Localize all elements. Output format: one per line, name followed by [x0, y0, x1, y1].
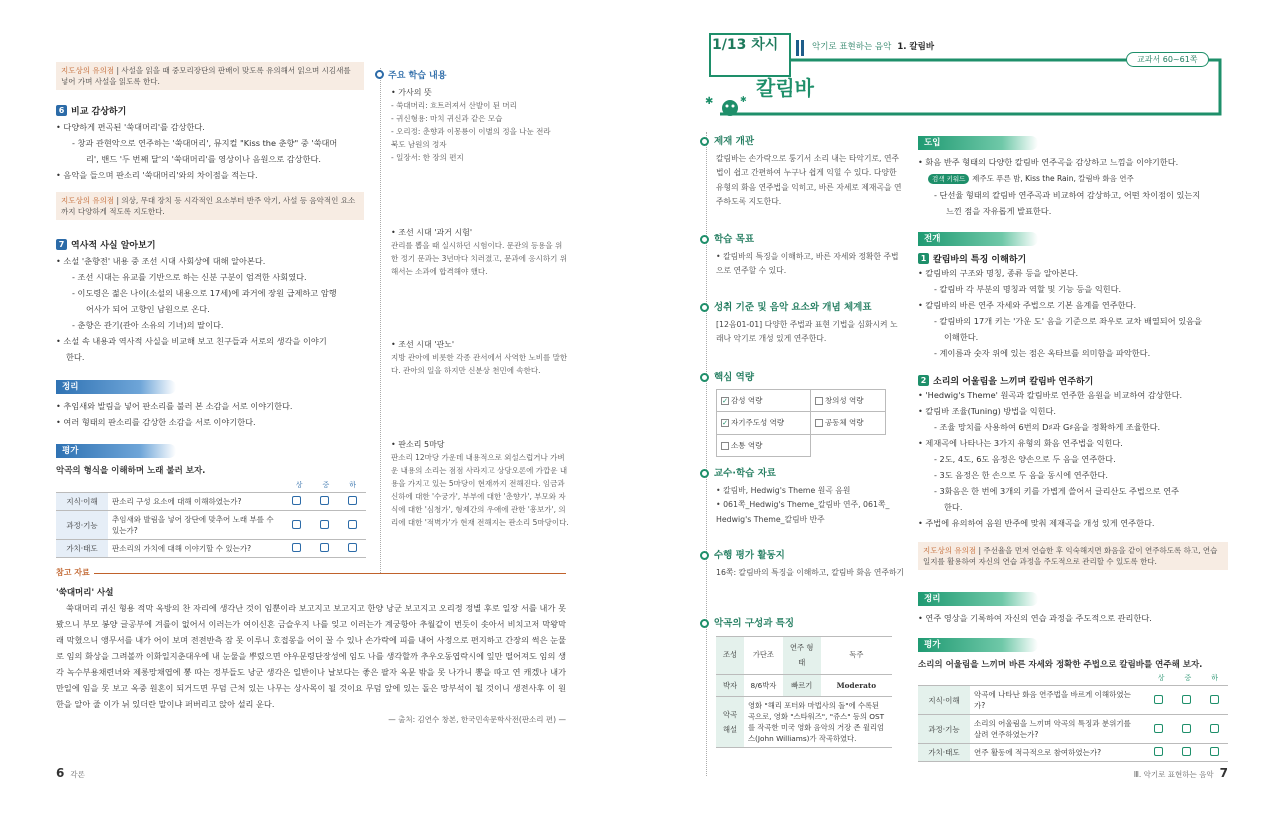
- intro-label: 도입: [918, 136, 1038, 150]
- eval-check[interactable]: [1182, 695, 1191, 704]
- eval-check[interactable]: [348, 520, 357, 529]
- standard-section: 성취 기준 및 음악 요소와 개념 체계표 [12음01-01] 다양한 주법과 표현 기법을 심화시켜 노래나 악기로 개성 있게 연주한다.: [700, 300, 905, 347]
- goal-section: 학습 목표 • 칼림바의 특징을 이해하고, 바른 자세와 정확한 주법으로 연주할 수 있다.: [700, 232, 905, 279]
- performance-section: 수행 평가 활동지 16쪽: 칼림바의 특징을 이해하고, 칼림바 화음 연주하기: [700, 548, 905, 580]
- eval-check[interactable]: [1210, 747, 1219, 756]
- eval-title-right: 소리의 어울림을 느끼며 바른 자세와 정확한 주법으로 칼림바를 연주해 보자.: [918, 660, 1203, 670]
- eval-check[interactable]: [1154, 724, 1163, 733]
- eval-check[interactable]: [1154, 747, 1163, 756]
- svg-text:✱: ✱: [705, 96, 714, 107]
- summary-text: • 추임새와 발림을 넣어 판소리를 불러 본 소감을 서로 이야기한다. • 여러 형태의 판소리를 감상한 소감을 서로 이야기한다.: [56, 401, 293, 427]
- development-label: 전개: [918, 232, 1038, 246]
- tip-box-2: 지도상의 유의점 | 의상, 무대 장치 등 시각적인 요소부터 반주 악기, 사설 등 음악적인 요소까지 다양하게 적도록 지도한다.: [56, 192, 364, 220]
- unit-title: 악기로 표현하는 음악 1. 칼림바: [812, 42, 935, 52]
- eval-check[interactable]: [1182, 747, 1191, 756]
- dev-step-2: 2 소리의 어울림을 느끼며 칼림바 연주하기 • 'Hedwig's Theme' 원곡과 칼림바로 연주한 음원을 비교하여 감상한다. • 칼림바 조율(Tuning) 방법을 익힌다. - 조율 망치를 사용하여 6번의 D♯과 G♯음을 정확하게 조율한다. • 제재곡에 나타나는 3가지 유형의 화음 연주법을 익힌다. - 2도, 4도, 6도 음정은 양손으로 두 음을 연주한다. - 3도 음정은 한 손으로 두 음을 동시에 연주한다. - 3화음은 한 번에 3개의 키를 가볍게 쓸어서 글리산도 주법으로 연주 한다. • 주법에 유의하여 음원 반주에 맞춰 제재곡을 개성 있게 연주한다.: [918, 376, 1183, 528]
- eval-check[interactable]: [320, 543, 329, 552]
- eval-label-right: 평가: [918, 638, 1038, 652]
- eval-check[interactable]: [292, 520, 301, 529]
- eval-check[interactable]: [1154, 695, 1163, 704]
- eval-check[interactable]: [320, 496, 329, 505]
- eval-check[interactable]: [320, 520, 329, 529]
- summary-label-right: 정리: [918, 592, 1038, 606]
- summary-label: 정리: [56, 380, 176, 394]
- eval-table-right: 상 중 하 지식·이해 악곡에 나타난 화음 연주법을 바르게 이해하였는가? 과정·기능 소리의 어울림을 느끼며 악곡의 특징과 분위기를 살려 연주하였는가? 가치·태도 연주 활동에 적극적으로 참여하였는가?: [918, 673, 1228, 762]
- section-history: 7 역사적 사실 알아보기 • 소설 '춘향전' 내용 중 조선 시대 사회상에 대해 알아본다. - 조선 시대는 유교를 기반으로 하는 신분 구분이 엄격한 사회였다. - 이도령은 젊은 나이(소설의 내용으로 17세)에 과거에 장원 급제하고 암행 어사가 되어 고향인 남원으로 온다. - 춘향은 관기(관아 소유의 기녀)의 딸이다. • 소설 속 내용과 역사적 사실을 비교해 보고 친구들과 서로의 생각을 이야기 한다.: [56, 240, 337, 362]
- page-title: 칼림바: [756, 76, 814, 100]
- reference-box: 참고 자료 '쑥대머리' 사설 쑥대머리 귀신 형용 적막 옥방의 찬 자리에 생각난 것이 임뿐이라 보고지고 보고지고 한양 낭군 보고지고 오리정 정별 후로 일장 서를 내가 못 봤으니 부모 봉양 글공부에 겨를이 없어서 이러는가 여이신혼 금슬우지 나를 잊고 이러는가 계궁항아 추월같이 번듯이 솟아서 비치고저 막왕막래 막혔으니 앵무서를 내가 어이 보며 전전반측 잠 못 이루니 호접몽을 어이 꿀 수 있나 손가락에 피를 내어 사정으로 편지하고 간장의 썩은 눈물로 임의 화상을 그려볼까 이화일지춘대우에 내 눈물을 뿌렸으면 야우문령단장성에 임도 나를 생각할까 추우오동엽락시에 잎만 떨어져도 임의 생각 녹수부용채련녀와 제롱망채엽에 뽕 따는 정부들도 낭군 생각은 일반이나 날보다는 좋은 팔자 옥문 밖을 못 나가니 뽕을 따고 연 캐겠나 내가 만일에 임을 못 보고 옥중 원혼이 되거드면 무덤 근처 있는 나무는 상사목이 될 것이요 무덤 앞에 있는 돌은 망부석이 될 것이니 생전사후 이 원한을 알아 줄 이가 뉘 있더란 말이냐 퍼버리고 앉아 설리 운다. — 출처: 김연수 창본, 한국민속문학사전(판소리 편) —: [56, 568, 566, 724]
- tip-box-right: 지도상의 유의점 | 주선율을 먼저 연습한 후 익숙해지면 화음을 같이 연주하도록 하고, 연습 일지를 활용하여 자신의 연습 과정을 주도적으로 관리할 수 있도록 한다.: [918, 542, 1228, 570]
- eval-check[interactable]: [292, 496, 301, 505]
- page-number-left: 6 각론: [56, 766, 85, 780]
- piece-section: 악곡의 구성과 특징 조성 가단조 연주 형태 독주 박자 8/6박자 빠르기 Moderato 악곡 해설 영화 "해리 포터와 마법사의 돌"에 수록된 곡으로, 영화 "스타워즈", "쥬스" 등의 OST를 작곡한 미국 영화 음악의 거장 존 윌리엄스(John Williams)가 작곡하였다.: [700, 616, 905, 748]
- intro-text: • 화음 반주 형태의 다양한 칼림바 연주곡을 감상하고 느낌을 이야기한다. 검색 키워드 제주도 푸른 밤, Kiss the Rain, 칼림바 화음 연주 - 단선율 형태의 칼림바 연주곡과 비교하여 감상하고, 어떤 차이점이 있는지 느낀 점을 자유롭게 발표한다.: [918, 157, 1201, 216]
- tip-box-1: 지도상의 유의점 | 사설을 읽을 때 중모리장단의 판배이 맞도록 유의해서 읽으며 시김새를 넣어 가며 사설을 읽도록 한다.: [56, 62, 364, 90]
- sidebar-left: 주요 학습 내용 • 가사의 뜻 - 쑥대머리: 흐트러져서 산발이 된 머리 - 귀신형용: 마치 귀신과 같은 모습 - 오리정: 춘향과 이몽룡이 이별의 정을 나눈 전라 북도 남원의 정자 - 일장서: 한 장의 편지 • 조선 시대 '과거 시험' 관리를 뽑을 때 실시하던 시험이다. 문관의 등용을 위한 정기 문과는 3년마다 치러졌고, 문과에 응시하기 위해서는 소과에 합격해야 했다. • 조선 시대 '관노' 지방 관아에 비롯한 각종 관서에서 사역한 노비를 말한다. 관아의 일을 하지만 신분상 천민에 속한다. • 판소리 5마당 판소리 12마당 가운데 내용적으로 외설스럽거나 가벼운 내용의 소리는 점점 사라지고 상당오론에 가깝운 내용을 가지고 있는 5마당이 현재까지 전해진다. 임금과 신하에 대한 '수궁가', 부부에 대한 '춘향가', 부모와 자식에 대한 '심청가', 형제간의 우애에 관한 '흥보가', 의리에 대한 '적벽가'가 현재 전해지는 판소리 5마당이다.: [380, 68, 570, 573]
- eval-table-left: 상 중 하 지식·이해 판소리 구성 요소에 대해 이해하였는가? 과정·기능 추임새와 발림을 넣어 장단에 맞추어 노래 부를 수 있는가? 가치·태도 판소리의 가치에 대해 이야기할 수 있는가?: [56, 480, 366, 558]
- lesson-count: 1/13 차시: [712, 37, 779, 53]
- summary-text-right: • 연주 영상을 기록하여 자신의 연습 과정을 주도적으로 관리한다.: [918, 613, 1152, 623]
- svg-text:✱: ✱: [740, 95, 747, 104]
- materials-section: 교수·학습 자료 • 칼림바, Hedwig's Theme 원곡 음원 • 061쪽_Hedwig's Theme_칼림바 연주, 061쪽_ Hedwig's Theme_칼림바 반주: [700, 466, 905, 527]
- eval-check[interactable]: [1210, 724, 1219, 733]
- eval-check[interactable]: [1182, 724, 1191, 733]
- eval-check[interactable]: [1210, 695, 1219, 704]
- eval-check[interactable]: [348, 496, 357, 505]
- eval-label: 평가: [56, 444, 176, 458]
- section-compare: 6 비교 감상하기 • 다양하게 편곡된 '쑥대머리'를 감상한다. - 창과 관현악으로 연주하는 '쑥대머리', 뮤지컬 "Kiss the 춘향" 중 '쑥대머 리', 밴드 '두 번째 달'의 '쑥대머리'를 영상이나 음원으로 감상한다. • 음악을 들으며 판소리 '쑥대머리'와의 차이점을 적는다.: [56, 106, 338, 180]
- competency-section: 핵심 역량 ✓ 감성 역량 창의성 역량 ✓ 자기주도성 역량 공동체 역량 소통 역량: [700, 370, 905, 457]
- sidebar-dot-icon: [375, 70, 384, 79]
- eval-title: 악곡의 형식을 이해하며 노래 불러 보자.: [56, 466, 206, 476]
- eval-check[interactable]: [292, 543, 301, 552]
- eval-check[interactable]: [348, 543, 357, 552]
- overview-section: 제재 개관 칼림바는 손가락으로 퉁기서 소리 내는 타악기로, 연주법이 쉽고 간편하여 누구나 쉽게 익힐 수 있다. 다양한 유형의 화음 연주법을 익히고, 바른 자세로 제재곡을 연주하도록 지도한다.: [700, 134, 905, 210]
- textbook-pages: 교과서 60~61쪽: [1126, 52, 1209, 67]
- dev-step-1: 1 칼림바의 특징 이해하기 • 칼림바의 구조와 명칭, 종류 등을 알아본다. - 칼림바 각 부분의 명칭과 역할 및 기능 등을 익힌다. • 칼림바의 바른 연주 자세와 주법으로 기본 음계를 연주한다. - 칼림바의 17개 키는 '가운 도' 음을 기준으로 좌우로 교차 배열되어 있음을 이해한다. - 계이름과 숫자 위에 있는 점은 옥타브를 의미함을 파악한다.: [918, 254, 1202, 358]
- page-number-right: Ⅲ. 악기로 표현하는 음악 7: [1133, 766, 1228, 780]
